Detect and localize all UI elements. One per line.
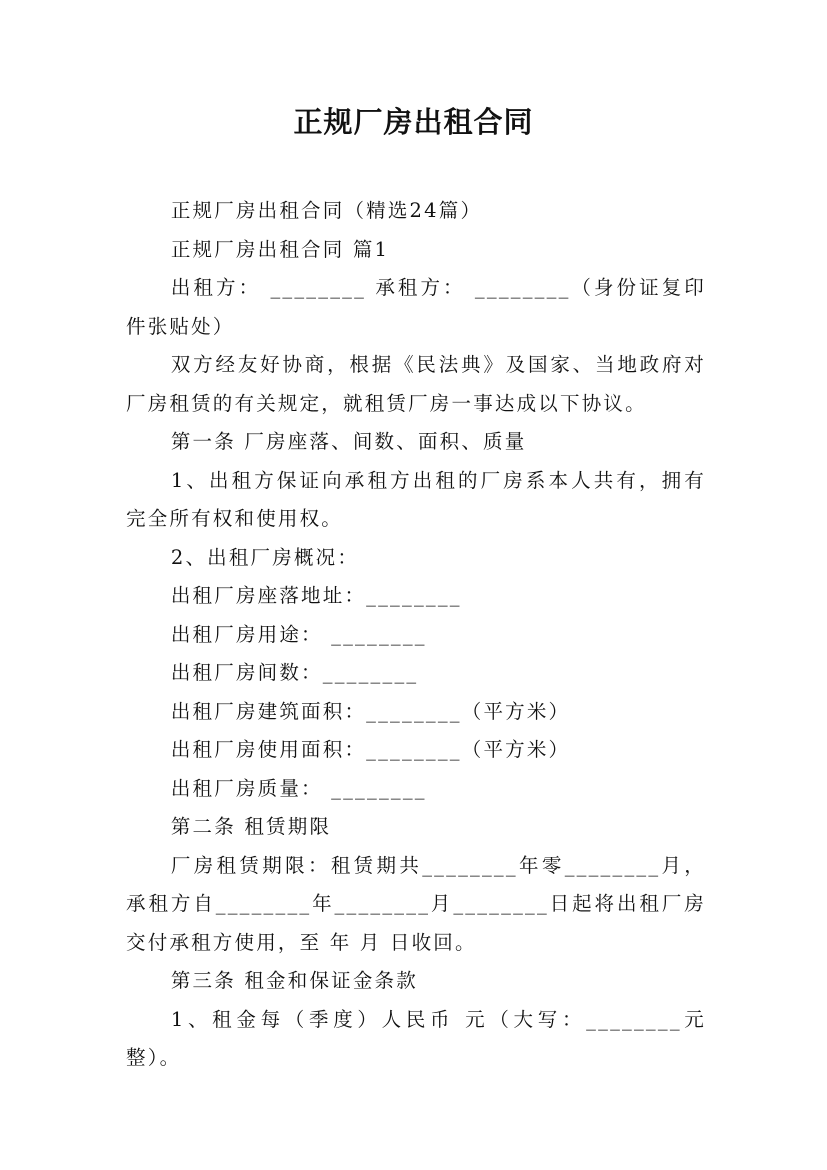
paragraph-ownership: 1、出租方保证向承租方出租的厂房系本人共有，拥有完全所有权和使用权。 xyxy=(126,468,706,530)
article-2-heading: 第二条 租赁期限 xyxy=(170,815,332,838)
field-usable-area: 出租厂房使用面积：________（平方米） xyxy=(170,738,571,761)
article-1-heading: 第一条 厂房座落、间数、面积、质量 xyxy=(170,430,527,453)
field-address: 出租厂房座落地址：________ xyxy=(170,584,462,607)
paragraph-rent: 1、租金每（季度）人民币 元（大写：________元整）。 xyxy=(126,1007,706,1069)
field-quality: 出租厂房质量： ________ xyxy=(170,776,427,800)
field-building-area: 出租厂房建筑面积：________（平方米） xyxy=(170,699,571,723)
paragraph-preamble: 双方经友好协商，根据《民法典》及国家、当地政府对厂房租赁的有关规定，就租赁厂房一事达成以下协议。 xyxy=(126,353,706,415)
paragraph-overview-heading: 2、出租厂房概况： xyxy=(170,545,360,569)
field-room-count: 出租厂房间数：________ xyxy=(170,661,419,684)
paragraph-section-heading: 正规厂房出租合同 篇1 xyxy=(170,237,390,261)
document-body xyxy=(126,192,706,1078)
paragraph-subtitle: 正规厂房出租合同（精选24篇） xyxy=(170,199,483,222)
field-usage: 出租厂房用途： ________ xyxy=(170,622,427,646)
article-3-heading: 第三条 租金和保证金条款 xyxy=(170,969,418,992)
paragraph-parties: 出租方： ________ 承租方： ________（身份证复印件张贴处） xyxy=(126,276,706,338)
document-title: 正规厂房出租合同 xyxy=(293,105,534,139)
paragraph-lease-term: 厂房租赁期限：租赁期共________年零________月，承租方自________年________月________日起将出租厂房交付承租方使用，至 年 月 日收回。 xyxy=(126,853,706,954)
